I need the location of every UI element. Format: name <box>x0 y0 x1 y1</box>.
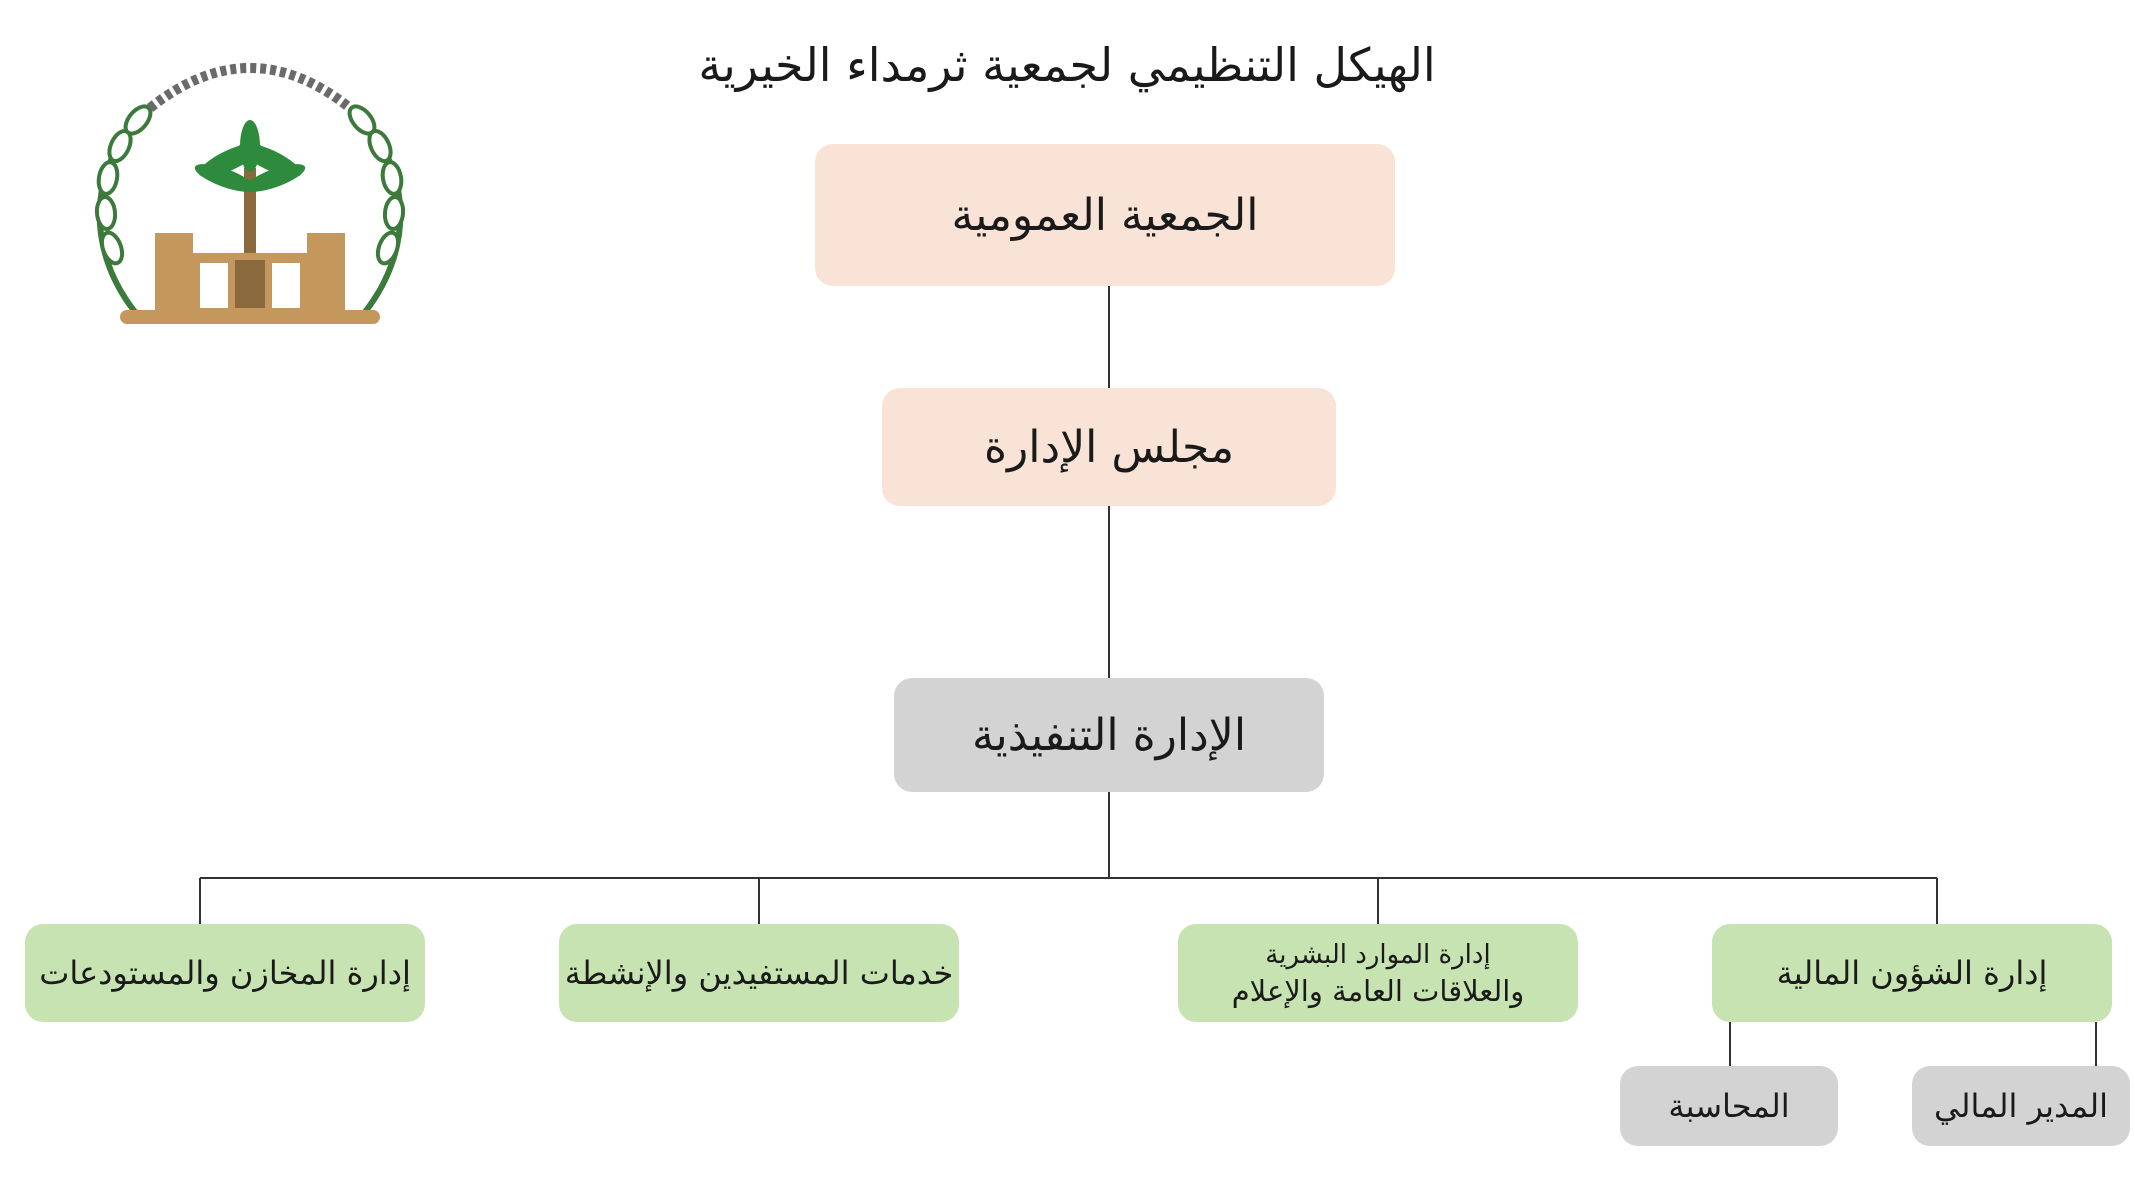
node-label-line1: إدارة الموارد البشرية <box>1265 940 1491 970</box>
node-label: مجلس الإدارة <box>983 421 1235 473</box>
node-label: المحاسبة <box>1668 1087 1790 1125</box>
node-label: المدير المالي <box>1934 1087 2108 1125</box>
node-executive <box>894 678 1324 792</box>
node-general-assembly <box>815 144 1395 286</box>
node-board <box>882 388 1336 506</box>
node-financial-manager <box>1912 1066 2130 1146</box>
node-label: خدمات المستفيدين والإنشطة <box>564 954 954 992</box>
node-hr-pr-media <box>1178 924 1578 1022</box>
node-label: الإدارة التنفيذية <box>971 709 1247 761</box>
node-beneficiaries <box>559 924 959 1022</box>
node-accounting <box>1620 1066 1838 1146</box>
node-label-line2: والعلاقات العامة والإعلام <box>1231 974 1525 1008</box>
node-finance-dept <box>1712 924 2112 1022</box>
node-label: إدارة المخازن والمستودعات <box>39 954 411 992</box>
page-title: الهيكل التنظيمي لجمعية ثرمداء الخيرية <box>698 38 1436 92</box>
node-label: الجمعية العمومية <box>951 189 1259 241</box>
node-warehouses <box>25 924 425 1022</box>
node-label: إدارة الشؤون المالية <box>1776 954 2048 992</box>
